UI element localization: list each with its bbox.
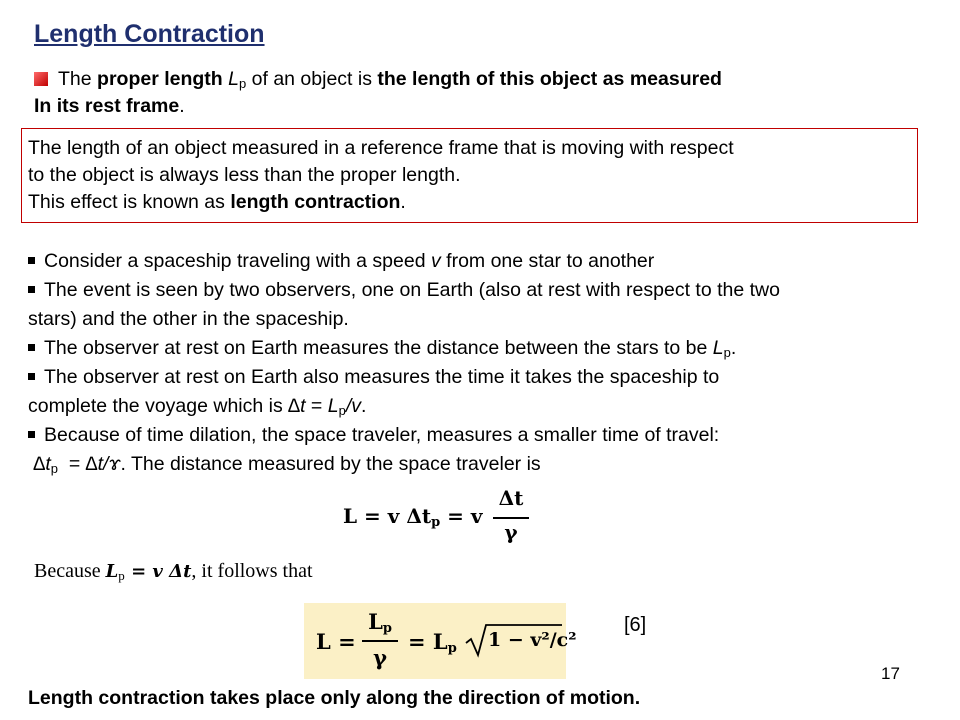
b1-post: from one star to another [440, 250, 655, 272]
red-square-bullet-icon [34, 72, 48, 86]
b3-sym: L [712, 337, 724, 359]
intro-text-mid: of an object is [246, 68, 378, 90]
intro-text: The [58, 68, 98, 90]
list-item [28, 247, 958, 276]
eq2-rhs-eq: = L [408, 629, 448, 654]
b5-post: . The distance measured by the space traveler is [120, 453, 541, 475]
definition-box [21, 128, 918, 223]
eq2-fraction-bar [362, 640, 398, 642]
eq1-lhs-sub: p [431, 515, 441, 530]
intro-bold-def-2: In its rest frame [34, 95, 180, 117]
intro-symbol-sub: p [238, 76, 247, 91]
eq2-lhs: L = [316, 629, 356, 654]
b3-end: . [730, 337, 737, 359]
b4-v: /v [345, 395, 361, 417]
equation-length-contraction [304, 603, 577, 679]
list-item [28, 363, 958, 392]
eq1-mid: = v [440, 504, 483, 528]
list-item [28, 276, 958, 305]
b4-sub: p [338, 403, 346, 418]
intro-bold-def: the length of this object as measured [377, 68, 722, 90]
b5-l1: Because of time dilation, the space traveler, measures a smaller time of travel: [44, 424, 720, 446]
b4-l1: The observer at rest on Earth also measures the time it takes the spaceship to [44, 366, 720, 388]
intro-bold-term: proper length [97, 68, 229, 90]
b2-l1: The event is seen by two observers, one on Earth (also at rest with respect to the two [44, 279, 780, 301]
footer-statement: Length contraction takes place only along the direction of motion. [28, 687, 641, 709]
b4-l2-pre: complete the voyage which is [28, 395, 289, 417]
list-item [28, 421, 958, 450]
eq1-numerator: Δt [498, 486, 524, 510]
b4-L: L [327, 395, 339, 417]
eq2-rhs-sub: p [447, 641, 457, 656]
b5-expr: ∆t/ɤ [85, 453, 121, 475]
b3-pre: The observer at rest on Earth measures the distance between the stars to be [44, 337, 713, 359]
list-item-cont [28, 450, 958, 479]
because-sub: p [118, 568, 125, 583]
b4-end: . [361, 395, 367, 417]
box-line-3-end: . [400, 191, 406, 213]
because-line [34, 560, 313, 583]
eq1-lhs [343, 504, 483, 528]
eq2-num-sub: p [382, 621, 392, 636]
b1-pre: Consider a spaceship traveling with a speed [44, 250, 431, 272]
b4-eq: = [305, 395, 328, 417]
eq2-denominator: γ [373, 645, 387, 670]
eq2-num-L: L [368, 609, 383, 634]
because-post: , it follows that [191, 560, 313, 582]
b5-dt: ∆t [33, 453, 51, 475]
eq1-denominator: γ [504, 520, 518, 544]
square-bullet-icon [28, 257, 35, 264]
intro-symbol: L [228, 68, 239, 90]
box-term: length contraction [230, 191, 401, 213]
box-line-3-pre: This effect is known as [28, 191, 231, 213]
box-line-1: The length of an object measured in a reference frame that is moving with respect [28, 137, 734, 159]
b4-dt: ∆t [288, 395, 306, 417]
b5-eq: = [58, 453, 86, 475]
b5-sub: p [50, 461, 59, 476]
because-expr: = v Δt [124, 561, 192, 582]
eq2-numerator [362, 609, 398, 634]
eq2-radicand: 1 − v²/c² [488, 629, 577, 651]
square-bullet-icon [28, 344, 35, 351]
square-bullet-icon [28, 373, 35, 380]
page-title: Length Contraction [34, 20, 265, 48]
eq1-fraction-bar [493, 517, 529, 519]
because-L: L [105, 561, 119, 582]
square-bullet-icon [28, 286, 35, 293]
eq2-rhs [408, 629, 457, 654]
b1-v: v [430, 250, 441, 272]
list-item [28, 334, 958, 363]
intro-paragraph [34, 66, 934, 120]
intro-end: . [179, 95, 185, 117]
square-bullet-icon [28, 431, 35, 438]
page-number: 17 [881, 664, 900, 683]
box-line-2: to the object is always less than the proper length. [28, 164, 461, 186]
eq1-lhs-text: L = v Δt [343, 504, 432, 528]
bullet-list [28, 247, 958, 479]
reference-marker: [6] [624, 614, 647, 636]
because-pre: Because [34, 560, 106, 582]
b3-sub: p [723, 345, 731, 360]
list-item-cont [28, 392, 958, 421]
list-item-cont: stars) and the other in the spaceship. [28, 308, 349, 330]
box-line-3 [28, 189, 917, 216]
equation-velocity-time [343, 486, 533, 548]
